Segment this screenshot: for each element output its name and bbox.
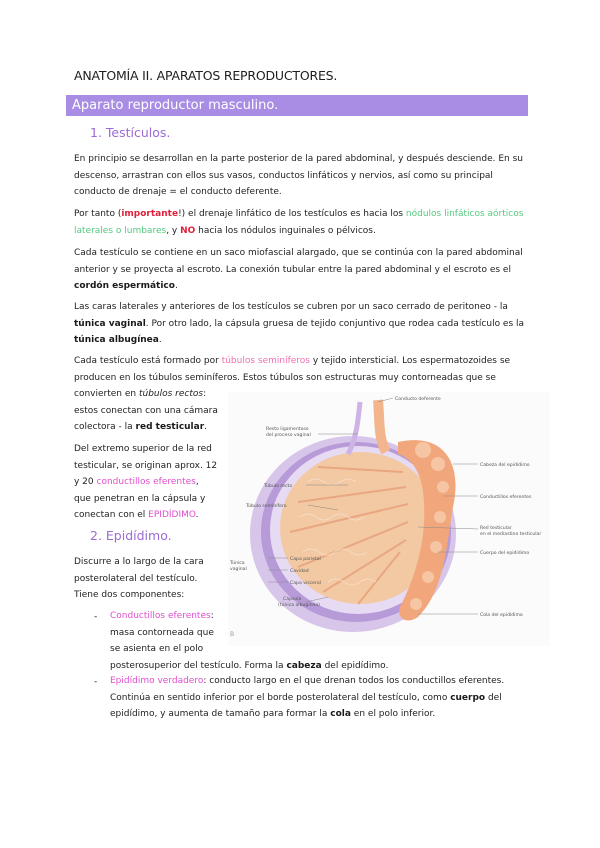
label-cabeza: Cabeza del epidídimo — [480, 463, 530, 468]
label-cuerpo: Cuerpo del epidídimo — [480, 551, 530, 556]
label-conducto: Conducto deferente — [395, 397, 441, 402]
label-recto: Túbulo recto — [264, 484, 293, 489]
paragraph-epididymis-intro: Discurre a lo largo de la cara posterolateral del testículo. Tiene dos componentes: — [74, 557, 204, 601]
bullet-true-epididymis: Epidídimo verdadero: conducto largo en el que drenan todos los conductillos eferentes. Continúa en sentido inferior por el borde posterolateral del testículo, como cuerpo del epidídimo, y aumenta de tamaño para formar la cola en el polo inferior. — [110, 676, 505, 720]
label-cavidad: Cavidad — [290, 569, 309, 574]
label-eferentes: Conductillos eferentes — [480, 495, 532, 500]
document-title: ANATOMÍA II. APARATOS REPRODUCTORES. — [74, 68, 338, 83]
label-tunica: Túnica — [230, 561, 245, 566]
figure-letter: B — [230, 631, 235, 638]
heading-testiculos: 1. Testículos. — [90, 125, 171, 140]
bullet-efferent-ductules: Conductillos eferentes: masa contorneada que se asienta en el polo posterosuperior del testículo. Forma la cabeza del epidídimo. — [110, 611, 389, 671]
label-resto2: del proceso vaginal — [266, 433, 311, 438]
label-visceral: Capa visceral — [290, 581, 321, 586]
label-seminifero: Túbulo seminífero — [246, 504, 287, 509]
bullet-dash: - — [94, 677, 98, 687]
paragraph-seminiferous: Cada testículo está formado por túbulos seminíferos y tejido intersticial. Los espermatozoides se producen en los túbulos seminíferos. Estos túbulos son estructuras muy contorneadas que se convierten en túbulos rectos: estos conectan con una cámara colectora - la red testicular. — [74, 356, 511, 433]
testis-anatomy-illustration — [228, 392, 550, 646]
section-title-bar: Aparato reproductor masculino. — [66, 95, 528, 116]
paragraph-development: En principio se desarrollan en la parte posterior de la pared abdominal, y después desciende. En su descenso, arrastran con ellos sus vasos, conductos linfáticos y nervios, así como su principal conducto de drenaje = el conducto deferente. — [74, 154, 524, 198]
label-albuginea: (túnica albugínea) — [278, 603, 320, 608]
heading-epididimo: 2. Epidídimo. — [90, 528, 172, 543]
label-parietal: Capa parietal — [290, 557, 321, 562]
paragraph-efferent: Del extremo superior de la red testicular, se originan aprox. 12 y 20 conductillos eferentes, que penetran en la cápsula y conectan con el EPIDÍDIMO. — [74, 444, 218, 521]
label-vaginal: vaginal — [230, 567, 247, 572]
label-resto: Resto ligamentoso — [266, 427, 309, 432]
paragraph-spermatic-cord: Cada testículo se contiene en un saco miofascial alargado, que se continúa con la pared abdominal anterior y se proyecta al escroto. La conexión tubular entre la pared abdominal y el escroto es el cordón espermático. — [74, 248, 523, 292]
label-red2: en el mediastino testicular — [480, 532, 542, 537]
bullet-dash: - — [94, 612, 98, 622]
label-red: Red testicular — [480, 526, 512, 531]
label-cola: Cola del epidídimo — [480, 613, 523, 618]
label-capsula: Cápsula — [283, 597, 302, 602]
paragraph-tunics: Las caras laterales y anteriores de los testículos se cubren por un saco cerrado de peritoneo - la túnica vaginal. Por otro lado, la cápsula gruesa de tejido conjuntivo que rodea cada testículo es la túnica albugínea. — [74, 302, 525, 346]
paragraph-lymph-drainage: Por tanto (importante!) el drenaje linfático de los testículos es hacia los nódulos linfáticos aórticos laterales o lumbares, y NO hacia los nódulos inguinales o pélvicos. — [74, 209, 524, 236]
